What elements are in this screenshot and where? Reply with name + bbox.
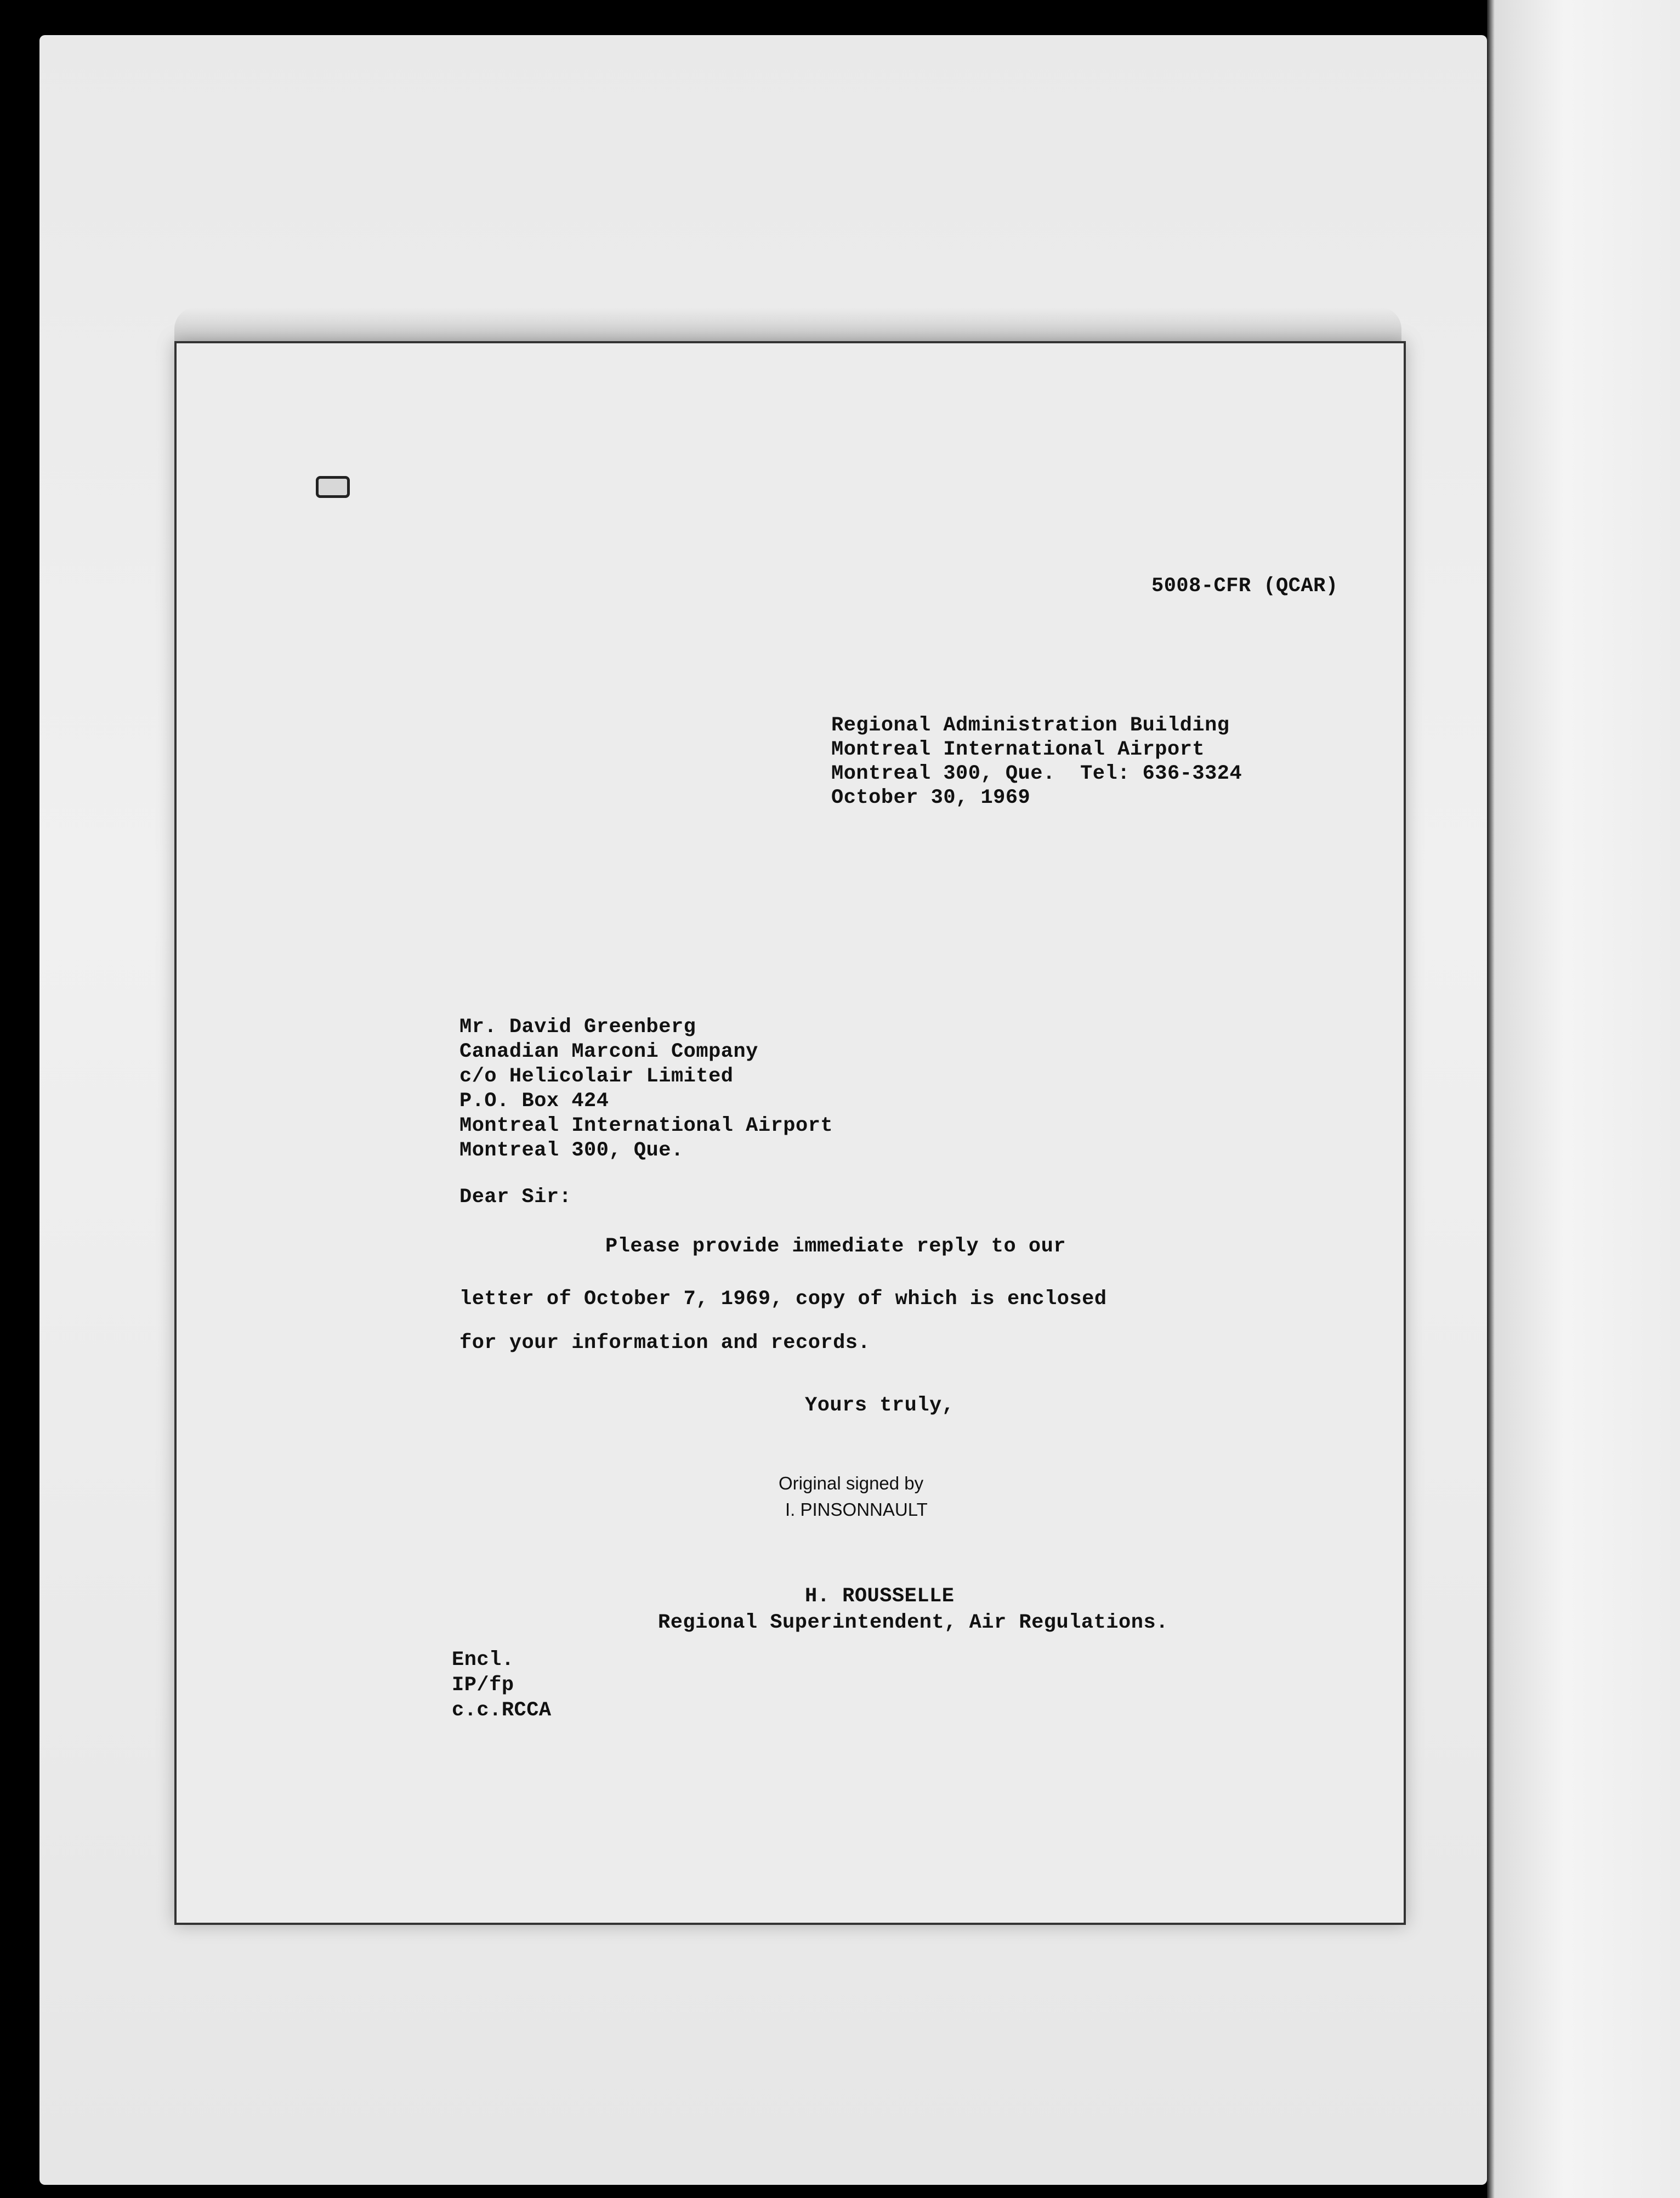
footer-note-line: c.c.RCCA xyxy=(452,1699,552,1722)
body-line: letter of October 7, 1969, copy of which is enclosed xyxy=(459,1288,1107,1311)
sender-address-line: Regional Administration Building xyxy=(831,714,1230,737)
sender-address-line: Montreal International Airport xyxy=(831,738,1205,761)
recipient-address-line: Montreal International Airport xyxy=(459,1114,833,1137)
file-reference: 5008-CFR (QCAR) xyxy=(1151,575,1338,598)
signatory-title: Regional Superintendent, Air Regulations. xyxy=(658,1611,1168,1634)
backing-side-strip xyxy=(1487,0,1680,2198)
recipient-address-line: Montreal 300, Que. xyxy=(459,1139,684,1162)
recipient-address-line: Canadian Marconi Company xyxy=(459,1040,758,1063)
sender-address-line: Montreal 300, Que. Tel: 636-3324 xyxy=(831,762,1242,785)
footer-note-line: Encl. xyxy=(452,1648,514,1672)
recipient-address-line: P.O. Box 424 xyxy=(459,1090,609,1113)
paper-clip-mark xyxy=(316,476,350,498)
salutation: Dear Sir: xyxy=(459,1186,572,1209)
body-line: for your information and records. xyxy=(459,1332,871,1355)
signature-stamp-line: I. PINSONNAULT xyxy=(785,1499,928,1520)
signature-stamp-line: Original signed by xyxy=(779,1473,924,1493)
recipient-address-line: Mr. David Greenberg xyxy=(459,1016,696,1039)
recipient-address-line: c/o Helicolair Limited xyxy=(459,1065,734,1088)
closing: Yours truly, xyxy=(805,1394,955,1417)
letter-date: October 30, 1969 xyxy=(831,786,1031,809)
signatory-name: H. ROUSSELLE xyxy=(805,1585,955,1608)
footer-note-line: IP/fp xyxy=(452,1674,514,1697)
body-line: Please provide immediate reply to our xyxy=(605,1235,1066,1258)
